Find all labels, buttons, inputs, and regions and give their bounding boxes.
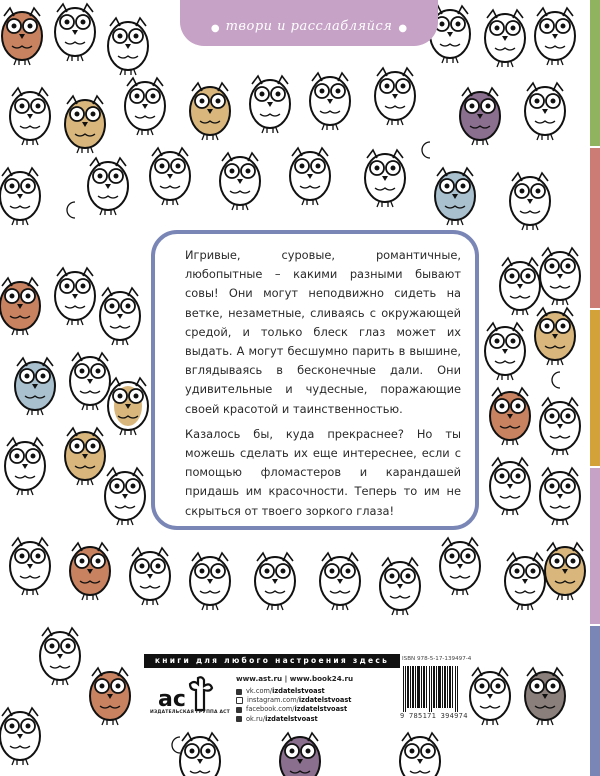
description-paragraph-1: Игривые, суровые, романтичные, любопытные – какими разными бывают совы! Они могут неподвижно сидеть на ветке, незаметные, сливаясь с окружающей средой, и только блеск глаз может их выдать. А могут бесшумно парить в вышине, вглядываясь в бесконечные дали. Они удивительные и чудесные, поражающие своей красотой и таинственностью. (185, 248, 461, 416)
publisher-block (144, 668, 400, 722)
publisher-links (236, 674, 353, 724)
tab-lilac (590, 468, 600, 624)
tab-blue (590, 626, 600, 776)
tab-green (590, 0, 600, 146)
barcode-digits: 9 785171 394974 (400, 712, 468, 720)
series-banner (180, 0, 438, 46)
bullet-icon: ● (398, 23, 408, 34)
series-slogan: твори и расслабляйся (225, 19, 393, 34)
description-card (151, 230, 479, 530)
websites-link[interactable]: www.ast.ru | www.book24.ru (236, 674, 354, 683)
logo-caption: ИЗДАТЕЛЬСКАЯ ГРУППА АСТ (150, 710, 230, 715)
ast-logo-icon (156, 676, 226, 712)
social-link-instagram[interactable]: instagram.com/ izdatelstvoast (236, 696, 353, 705)
barcode-block (400, 654, 472, 726)
vk-icon (236, 689, 242, 695)
description-paragraph-2: Казалось бы, куда прекраснее? Но ты можешь сделать их еще интереснее, если с помощью фломастеров и карандашей придашь им красочности. Теперь то им не скрыться от твоего зоркого глаза! (185, 426, 461, 518)
bullet-icon: ● (210, 23, 220, 34)
tab-gold (590, 310, 600, 466)
side-color-tabs (590, 0, 600, 776)
social-link-ok[interactable]: ok.ru/ izdatelstvoast (236, 715, 353, 724)
facebook-icon (236, 707, 242, 713)
svg-text:ac: ac (158, 687, 186, 712)
tagline-bar: книги для любого настроения здесь (144, 654, 400, 668)
barcode-icon (402, 666, 460, 712)
social-link-facebook[interactable]: facebook.com/ izdatelstvoast (236, 705, 353, 714)
odnoklassniki-icon (236, 716, 242, 722)
tab-red (590, 148, 600, 308)
social-link-vk[interactable]: vk.com/ izdatelstvoast (236, 687, 353, 696)
instagram-icon (236, 697, 243, 704)
isbn-label: ISBN 978-5-17-139497-4 (402, 656, 472, 662)
